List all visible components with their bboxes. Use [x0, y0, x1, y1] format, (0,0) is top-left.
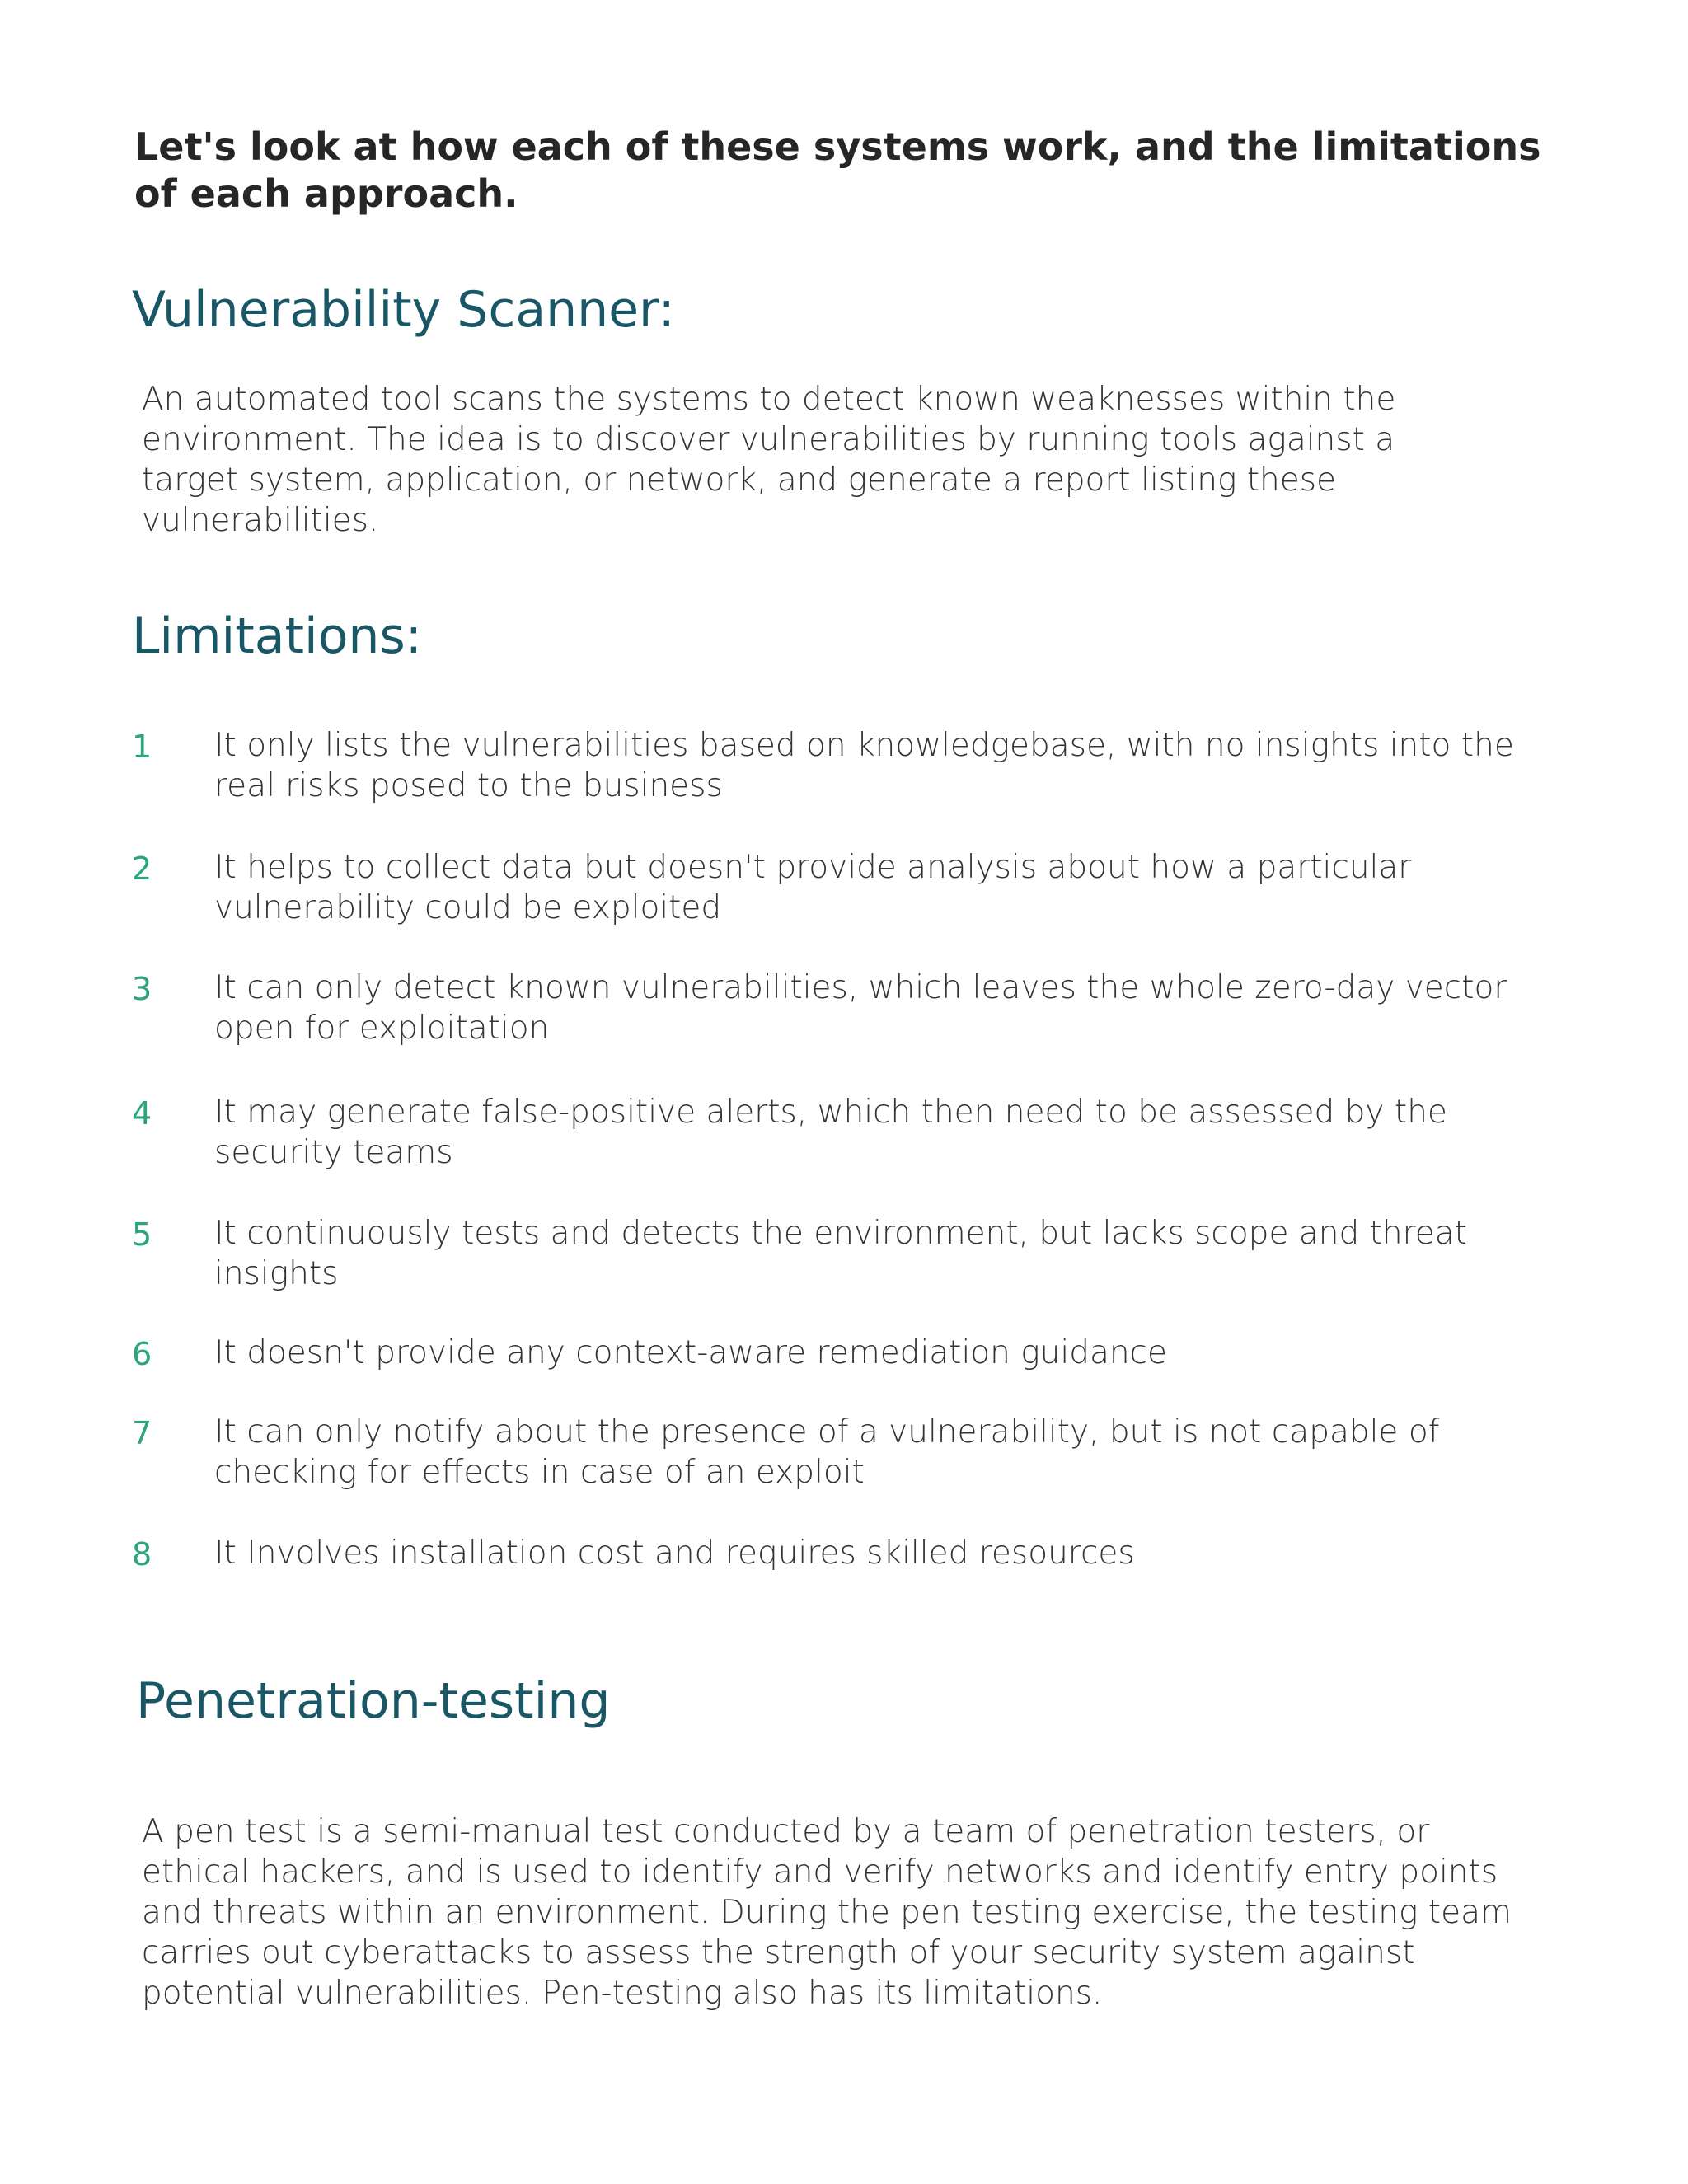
section-heading-limitations: Limitations:	[132, 607, 422, 665]
list-item-text: It can only notify about the presence of a vulnerability, but is not capable of checking for effects in case of an exploit	[214, 1413, 1440, 1491]
list-item-text: It helps to collect data but doesn't provide analysis about how a particular vulnerability could be exploited	[214, 849, 1412, 926]
penetration-testing-description: A pen test is a semi-manual test conducted by a team of penetration testers, or ethical hackers, and is used to identify and verify networks and identify entry points and threats within an environment. During the pen testing exercise, the testing team carries out cyberattacks to assess the strength of your security system against potential vulnerabilities. Pen-testing also has its limitations.	[142, 1813, 1512, 2012]
list-item-text: It Involves installation cost and requires skilled resources	[214, 1535, 1135, 1572]
list-item-number: 6	[132, 1336, 152, 1372]
list-item-number: 5	[132, 1216, 152, 1253]
list-item-text: It may generate false-positive alerts, which then need to be assessed by the security teams	[214, 1094, 1447, 1171]
list-item-number: 4	[132, 1095, 152, 1132]
list-item-number: 3	[132, 971, 152, 1007]
section-heading-penetration-testing: Penetration-testing	[136, 1672, 611, 1730]
list-item-number: 1	[132, 729, 152, 765]
list-item-number: 7	[132, 1415, 152, 1451]
list-item-number: 2	[132, 851, 152, 887]
intro-text: Let's look at how each of these systems work, and the limitations of each approach.	[134, 124, 1541, 216]
list-item-number: 8	[132, 1536, 152, 1572]
section-heading-vulnerability-scanner: Vulnerability Scanner:	[132, 281, 675, 339]
list-item-text: It can only detect known vulnerabilities, which leaves the whole zero-day vector open for exploitation	[214, 969, 1507, 1047]
list-item-text: It doesn't provide any context-aware remediation guidance	[214, 1334, 1168, 1371]
list-item-text: It only lists the vulnerabilities based on knowledgebase, with no insights into the real risks posed to the business	[214, 727, 1514, 804]
list-item-text: It continuously tests and detects the environment, but lacks scope and threat insights	[214, 1215, 1467, 1292]
vulnerability-scanner-description: An automated tool scans the systems to detect known weaknesses within the environment. The idea is to discover vulnerabilities by running tools against a target system, application, or network, and generate a report listing these vulnerabilities.	[142, 381, 1396, 539]
